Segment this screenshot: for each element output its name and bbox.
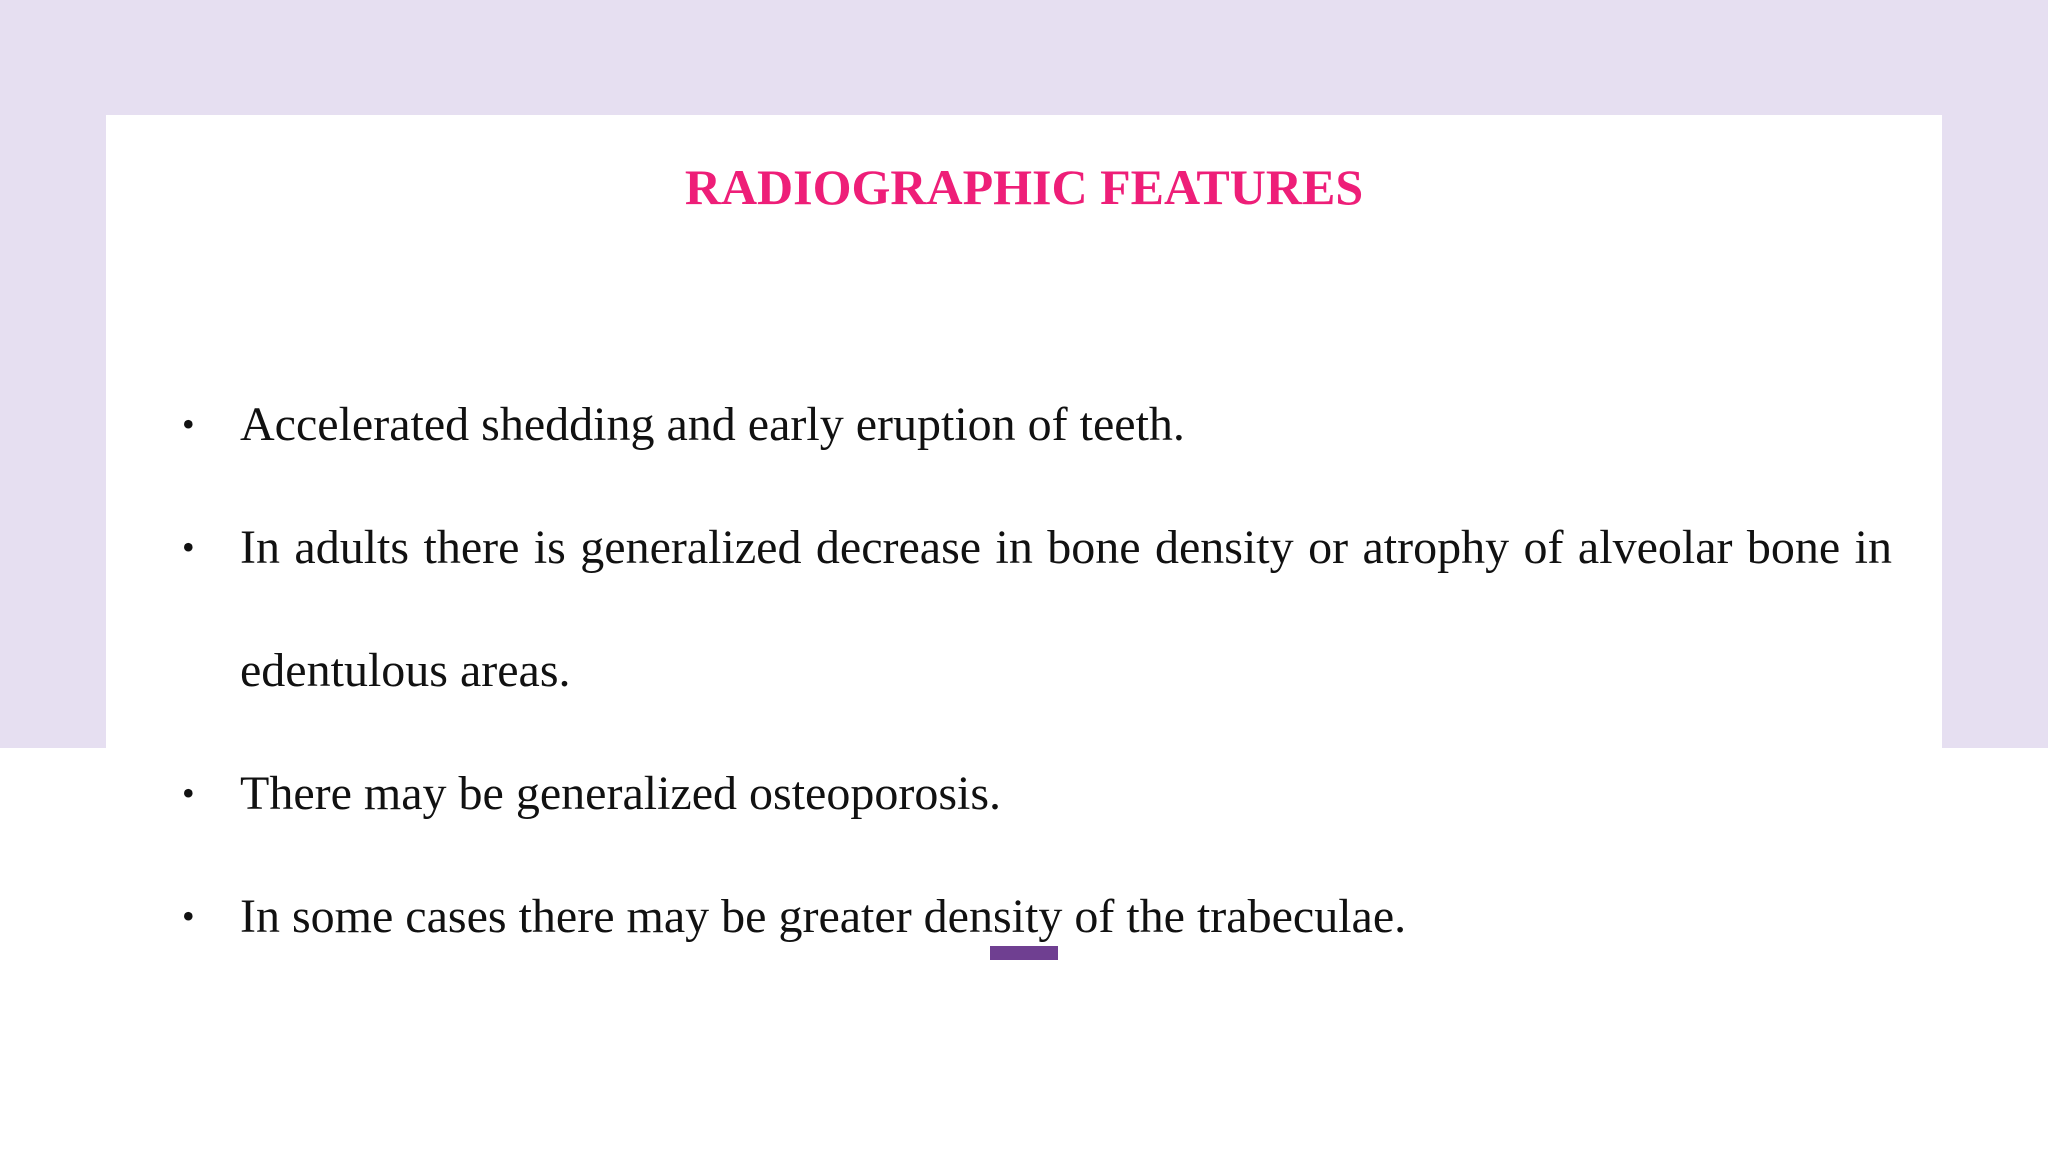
bullet-dot-icon: • — [182, 896, 195, 936]
bullet-dot-icon: • — [182, 527, 195, 567]
bullet-dot-icon: • — [182, 404, 195, 444]
accent-bar — [990, 946, 1058, 960]
slide-title: RADIOGRAPHIC FEATURES — [684, 159, 1364, 215]
bullet-item — [106, 732, 1942, 855]
bullet-item — [106, 486, 1942, 732]
bullet-text: In some cases there may be greater density of the trabeculae. — [240, 890, 1407, 943]
bullet-list — [106, 363, 1942, 978]
bullet-dot-icon: • — [182, 773, 195, 813]
bullet-text: There may be generalized osteoporosis. — [240, 767, 1002, 820]
bullet-text: Accelerated shedding and early eruption of teeth. — [240, 398, 1185, 451]
bullet-text: In adults there is generalized decrease in bone density or atrophy of alveolar bone in edentulous areas. — [240, 521, 1892, 697]
bullet-item — [106, 363, 1942, 486]
content-panel — [106, 115, 1942, 1015]
